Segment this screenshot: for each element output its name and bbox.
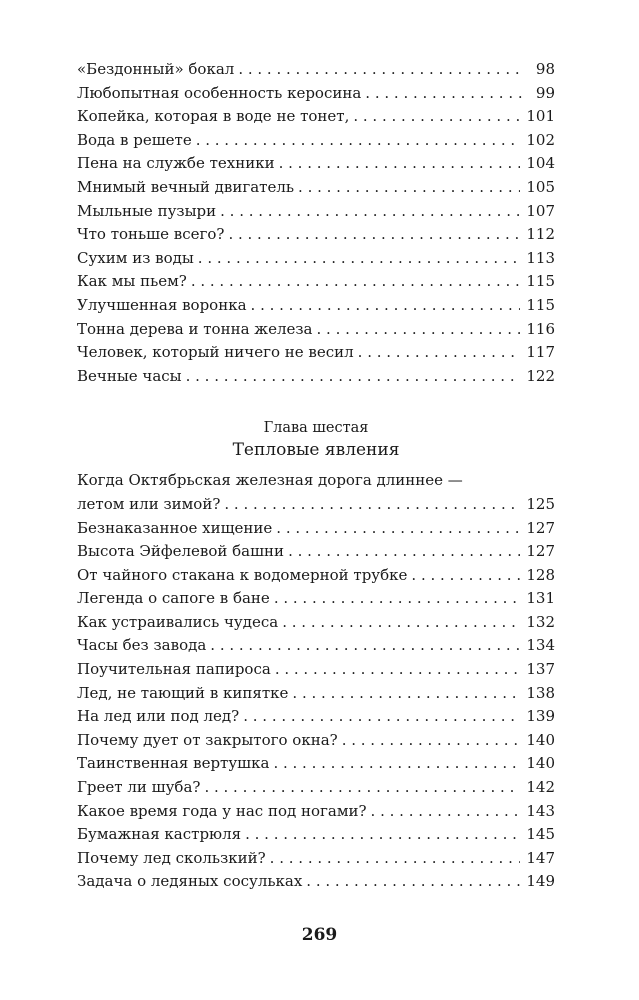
toc-leader-dots <box>411 564 520 588</box>
toc-entry-title: Высота Эйфелевой башни <box>77 542 285 561</box>
toc-entry-title: Тонна дерева и тонна железа <box>77 319 313 338</box>
toc-entry-multiline <box>77 469 555 516</box>
toc-entry-title: Что тоньше всего? <box>77 225 225 244</box>
toc-entry-title: Улучшенная воронка <box>77 295 247 314</box>
toc-leader-dots <box>273 752 520 776</box>
toc-entry-title: От чайного стакана к водомерной трубке <box>77 565 408 584</box>
toc-page <box>77 58 555 894</box>
toc-entry <box>77 129 555 153</box>
toc-entry-page: 140 <box>526 754 555 773</box>
toc-leader-dots <box>275 658 521 682</box>
toc-leader-dots <box>365 82 523 106</box>
toc-entry-title: Человек, который ничего не весил <box>77 343 354 362</box>
toc-entry <box>77 634 555 658</box>
toc-entry-page: 127 <box>526 518 555 537</box>
toc-entry <box>77 776 555 800</box>
toc-leader-dots <box>191 270 521 294</box>
toc-entry <box>77 564 555 588</box>
toc-entry-page: 134 <box>526 636 555 655</box>
toc-leader-dots <box>243 705 520 729</box>
toc-entry-page: 131 <box>526 589 555 608</box>
toc-entry <box>77 800 555 824</box>
toc-leader-dots <box>210 634 520 658</box>
toc-entry-title: Таинственная вертушка <box>77 754 270 773</box>
toc-entry <box>77 540 555 564</box>
toc-entry-title: На лед или под лед? <box>77 707 240 726</box>
toc-entry <box>77 729 555 753</box>
toc-leader-dots <box>282 611 520 635</box>
toc-entry-title: Почему лед скользкий? <box>77 848 266 867</box>
toc-entry-title: Бумажная кастрюля <box>77 825 242 844</box>
toc-entry-page: 113 <box>526 248 555 267</box>
toc-entry-page: 115 <box>526 295 555 314</box>
toc-entry-page: 145 <box>526 825 555 844</box>
toc-entry-page: 99 <box>535 83 555 102</box>
toc-entry-page: 132 <box>526 612 555 631</box>
toc-entry-title: Мыльные пузыри <box>77 201 217 220</box>
toc-leader-dots <box>298 176 520 200</box>
toc-entry <box>77 318 555 342</box>
toc-entry-page: 101 <box>526 107 555 126</box>
toc-entry <box>77 365 555 389</box>
toc-entry-page: 128 <box>526 565 555 584</box>
toc-entry-title: Как мы пьем? <box>77 272 187 291</box>
toc-entry-page: 137 <box>526 660 555 679</box>
toc-entry-page: 143 <box>526 801 555 820</box>
toc-leader-dots <box>371 800 521 824</box>
toc-leader-dots <box>204 776 520 800</box>
toc-entry <box>77 247 555 271</box>
toc-entry-title: Мнимый вечный двигатель <box>77 177 295 196</box>
toc-leader-dots <box>274 587 521 611</box>
toc-entry <box>77 847 555 871</box>
toc-entry-page: 104 <box>526 154 555 173</box>
toc-entry <box>77 223 555 247</box>
toc-entry-page: 142 <box>526 778 555 797</box>
toc-leader-dots <box>342 729 521 753</box>
toc-entry-page: 127 <box>526 542 555 561</box>
toc-entry-title: Часы без завода <box>77 636 207 655</box>
toc-entry-title: Какое время года у нас под ногами? <box>77 801 367 820</box>
toc-entry-title: Поучительная папироса <box>77 660 271 679</box>
toc-entry-page: 138 <box>526 683 555 702</box>
toc-entry-line2-row <box>77 493 555 517</box>
toc-entry <box>77 682 555 706</box>
toc-entry-title: Вода в решете <box>77 130 192 149</box>
toc-entry-page: 147 <box>526 848 555 867</box>
toc-leader-dots <box>306 870 520 894</box>
toc-list-section2 <box>77 469 555 894</box>
toc-leader-dots <box>317 318 521 342</box>
toc-entry-title: Как устраивались чудеса <box>77 612 279 631</box>
toc-entry-title: Вечные часы <box>77 366 182 385</box>
toc-entry-title: Безнаказанное хищение <box>77 518 273 537</box>
toc-entry-page: 102 <box>526 130 555 149</box>
toc-entry <box>77 294 555 318</box>
toc-leader-dots <box>198 247 521 271</box>
toc-entry-page: 112 <box>526 225 555 244</box>
toc-leader-dots <box>196 129 521 153</box>
toc-entry <box>77 82 555 106</box>
toc-entry <box>77 176 555 200</box>
toc-leader-dots <box>251 294 521 318</box>
toc-entry-title: Сухим из воды <box>77 248 194 267</box>
toc-leader-dots <box>186 365 521 389</box>
toc-entry-title-line2: летом или зимой? <box>77 494 221 513</box>
toc-leader-dots <box>276 517 520 541</box>
page-number: 269 <box>301 925 338 945</box>
toc-entry-title: Почему дует от закрытого окна? <box>77 730 338 749</box>
toc-list-section1 <box>77 58 555 388</box>
toc-entry <box>77 752 555 776</box>
toc-leader-dots <box>238 58 523 82</box>
toc-entry <box>77 517 555 541</box>
toc-leader-dots <box>353 105 520 129</box>
toc-entry-page: 117 <box>526 343 555 362</box>
toc-entry <box>77 200 555 224</box>
toc-entry-title: Легенда о сапоге в бане <box>77 589 270 608</box>
chapter-label: Глава шестая <box>263 420 369 437</box>
toc-entry <box>77 58 555 82</box>
toc-entry-title: Греет ли шуба? <box>77 778 201 797</box>
toc-entry-page: 125 <box>526 494 555 513</box>
toc-entry <box>77 587 555 611</box>
toc-entry <box>77 658 555 682</box>
toc-entry-page: 116 <box>526 319 555 338</box>
toc-entry <box>77 105 555 129</box>
toc-entry-page: 122 <box>526 366 555 385</box>
toc-entry-page: 140 <box>526 730 555 749</box>
toc-entry <box>77 611 555 635</box>
toc-entry-page: 105 <box>526 177 555 196</box>
toc-entry <box>77 270 555 294</box>
toc-entry-title: Лед, не тающий в кипятке <box>77 683 289 702</box>
toc-entry-page: 149 <box>526 872 555 891</box>
toc-leader-dots <box>220 200 520 224</box>
toc-leader-dots <box>292 682 520 706</box>
toc-leader-dots <box>270 847 521 871</box>
toc-entry-title: Пена на службе техники <box>77 154 275 173</box>
toc-leader-dots <box>228 223 520 247</box>
toc-entry-title-line1: Когда Октябрьская железная дорога длиннее — <box>77 471 463 490</box>
toc-entry-title: Задача о ледяных сосульках <box>77 872 303 891</box>
toc-entry <box>77 870 555 894</box>
toc-leader-dots <box>358 341 521 365</box>
toc-leader-dots <box>224 493 520 517</box>
chapter-title: Тепловые явления <box>232 440 400 461</box>
toc-entry-title: Любопытная особенность керосина <box>77 83 362 102</box>
toc-leader-dots <box>245 823 520 847</box>
toc-entry <box>77 341 555 365</box>
toc-entry-title: «Бездонный» бокал <box>77 60 235 78</box>
toc-entry <box>77 152 555 176</box>
toc-leader-dots <box>279 152 521 176</box>
toc-entry-title: Копейка, которая в воде не тонет, <box>77 107 350 126</box>
toc-entry-page: 139 <box>526 707 555 726</box>
toc-entry-page: 98 <box>535 60 555 78</box>
toc-entry <box>77 823 555 847</box>
toc-entry-page: 115 <box>526 272 555 291</box>
toc-entry-page: 107 <box>526 201 555 220</box>
toc-entry <box>77 705 555 729</box>
toc-leader-dots <box>288 540 520 564</box>
